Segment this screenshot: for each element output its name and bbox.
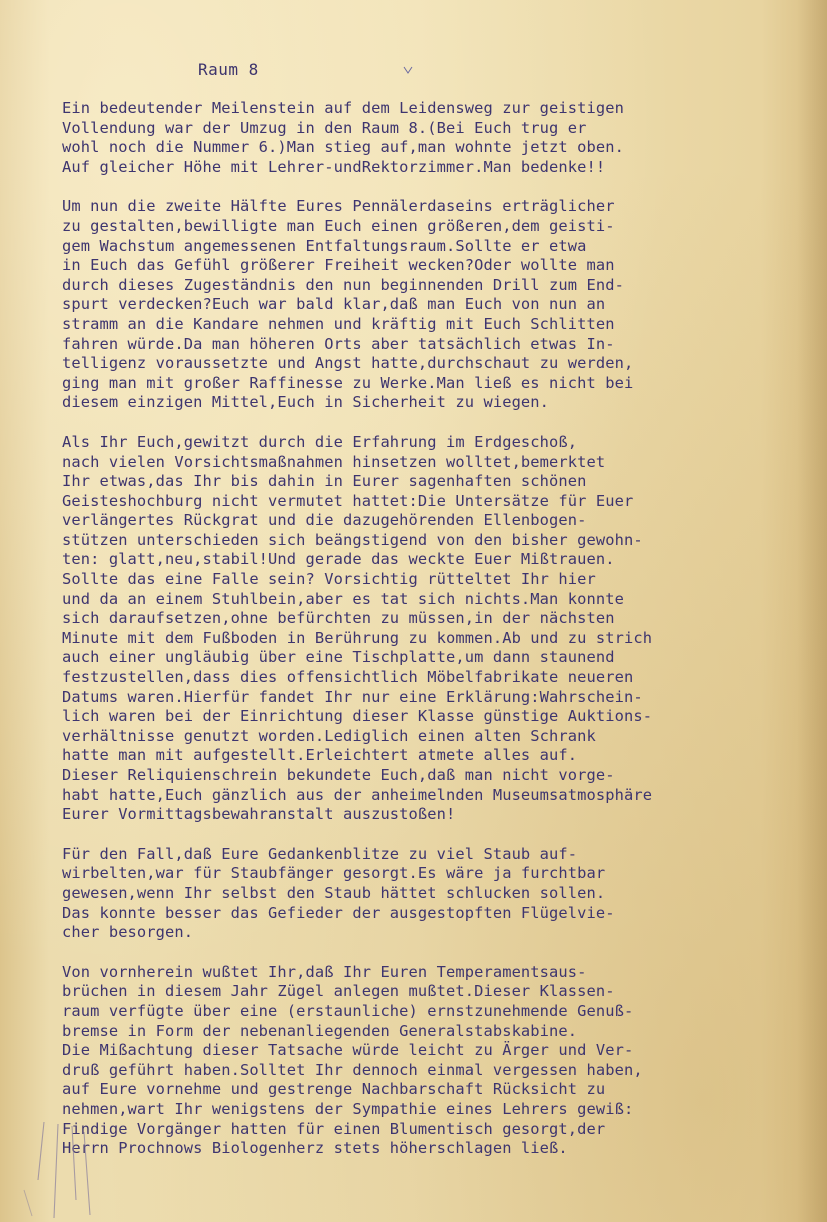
text-line: stramm an die Kandare nehmen und kräftig mit Euch Schlitten — [62, 314, 615, 333]
text-line: hatte man mit aufgestellt.Erleichtert atmete alles auf. — [62, 746, 578, 765]
text-line: in Euch das Gefühl größerer Freiheit wecken?Oder wollte man — [62, 256, 615, 275]
text-line: verlängertes Rückgrat und die dazugehörenden Ellenbogen- — [62, 511, 587, 530]
pen-tick-mark — [403, 65, 413, 75]
text-line: Als Ihr Euch,gewitzt durch die Erfahrung im Erdgeschoß, — [62, 432, 578, 451]
text-line: Findige Vorgänger hatten für einen Blumentisch gesorgt,der — [62, 1119, 606, 1138]
text-line: verhältnisse genutzt worden.Lediglich einen alten Schrank — [62, 726, 596, 745]
paragraph-1 — [62, 99, 807, 177]
text-line: gewesen,wenn Ihr selbst den Staub hättet schlucken sollen. — [62, 883, 606, 902]
text-line: Geisteshochburg nicht vermutet hattet:Die Untersätze für Euer — [62, 491, 634, 510]
document-body — [62, 99, 807, 1179]
text-line: Auf gleicher Höhe mit Lehrer-undRektorzimmer.Man bedenke!! — [62, 157, 606, 176]
text-line: sich daraufsetzen,ohne befürchten zu müssen,in der nächsten — [62, 609, 615, 628]
text-line: Herrn Prochnows Biologenherz stets höherschlagen ließ. — [62, 1139, 568, 1158]
text-line: Das konnte besser das Gefieder der ausgestopften Flügelvie- — [62, 903, 615, 922]
text-line: auch einer ungläubig über eine Tischplatte,um dann staunend — [62, 648, 615, 667]
text-line: nach vielen Vorsichtsmaßnahmen hinsetzen wolltet,bemerktet — [62, 452, 606, 471]
text-line: wohl noch die Nummer 6.)Man stieg auf,man wohnte jetzt oben. — [62, 138, 624, 157]
paragraph-5 — [62, 963, 807, 1159]
text-line: Dieser Reliquienschrein bekundete Euch,daß man nicht vorge- — [62, 766, 615, 784]
text-line: Ihr etwas,das Ihr bis dahin in Eurer sagenhaften schönen — [62, 472, 587, 491]
text-line: Datums waren.Hierfür fandet Ihr nur eine Erklärung:Wahrschein- — [62, 687, 643, 706]
paragraph-2 — [62, 197, 807, 413]
text-line: Um nun die zweite Hälfte Eures Pennälerdaseins erträglicher — [62, 197, 615, 216]
text-line: stützen unterschieden sich beängstigend von den bisher gewohn- — [62, 530, 643, 549]
text-line: spurt verdecken?Euch war bald klar,daß man Euch von nun an — [62, 295, 606, 314]
text-line: cher besorgen. — [62, 923, 194, 942]
text-line: brüchen in diesem Jahr Zügel anlegen mußtet.Dieser Klassen- — [62, 982, 615, 1001]
text-line: festzustellen,dass dies offensichtlich Möbelfabrikate neueren — [62, 668, 634, 687]
text-line: Sollte das eine Falle sein? Vorsichtig rütteltet Ihr hier — [62, 570, 596, 589]
text-line: nehmen,wart Ihr wenigstens der Sympathie eines Lehrers gewiß: — [62, 1099, 634, 1118]
text-line: gem Wachstum angemessenen Entfaltungsraum.Sollte er etwa — [62, 236, 587, 255]
text-line: druß geführt haben.Solltet Ihr dennoch einmal vergessen haben, — [62, 1060, 643, 1079]
text-line: Eurer Vormittagsbewahranstalt auszustoßen! — [62, 805, 456, 824]
text-line: Für den Fall,daß Eure Gedankenblitze zu viel Staub auf- — [62, 844, 578, 863]
text-line: raum verfügte über eine (erstaunliche) ernstzunehmende Genuß- — [62, 1001, 634, 1020]
text-line: ging man mit großer Raffinesse zu Werke.Man ließ es nicht bei — [62, 373, 634, 392]
text-line: wirbelten,war für Staubfänger gesorgt.Es wäre ja furchtbar — [62, 864, 606, 883]
page-title: Raum 8 — [198, 60, 259, 79]
text-line: Vollendung war der Umzug in den Raum 8.(Bei Euch trug er — [62, 118, 587, 137]
text-line: durch dieses Zugeständnis den nun beginnenden Drill zum End- — [62, 275, 624, 294]
paragraph-3 — [62, 433, 807, 825]
text-line: diesem einzigen Mittel,Euch in Sicherheit zu wiegen. — [62, 393, 550, 412]
text-line: fahren würde.Da man höheren Orts aber tatsächlich etwas In- — [62, 334, 615, 353]
text-line: bremse in Form der nebenanliegenden Generalstabskabine. — [62, 1021, 578, 1040]
pencil-margin-marks — [14, 1120, 104, 1220]
text-line: zu gestalten,bewilligte man Euch einen größeren,dem geisti- — [62, 216, 615, 235]
text-line: auf Eure vornehme und gestrenge Nachbarschaft Rücksicht zu — [62, 1080, 606, 1099]
text-line: Minute mit dem Fußboden in Berührung zu kommen.Ab und zu strich — [62, 628, 653, 647]
text-line: lich waren bei der Einrichtung dieser Klasse günstige Auktions- — [62, 707, 653, 726]
text-line: habt hatte,Euch gänzlich aus der anheimelnden Museumsatmosphäre — [62, 785, 653, 804]
text-line: Ein bedeutender Meilenstein auf dem Leidensweg zur geistigen — [62, 99, 624, 117]
text-line: ten: glatt,neu,stabil!Und gerade das weckte Euer Mißtrauen. — [62, 550, 615, 569]
text-line: Die Mißachtung dieser Tatsache würde leicht zu Ärger und Ver- — [62, 1041, 634, 1060]
paragraph-4 — [62, 845, 807, 943]
text-line: und da an einem Stuhlbein,aber es tat sich nichts.Man konnte — [62, 589, 624, 608]
text-line: Von vornherein wußtet Ihr,daß Ihr Euren Temperamentsaus- — [62, 962, 587, 981]
text-line: telligenz voraussetzte und Angst hatte,durchschaut zu werden, — [62, 354, 634, 373]
